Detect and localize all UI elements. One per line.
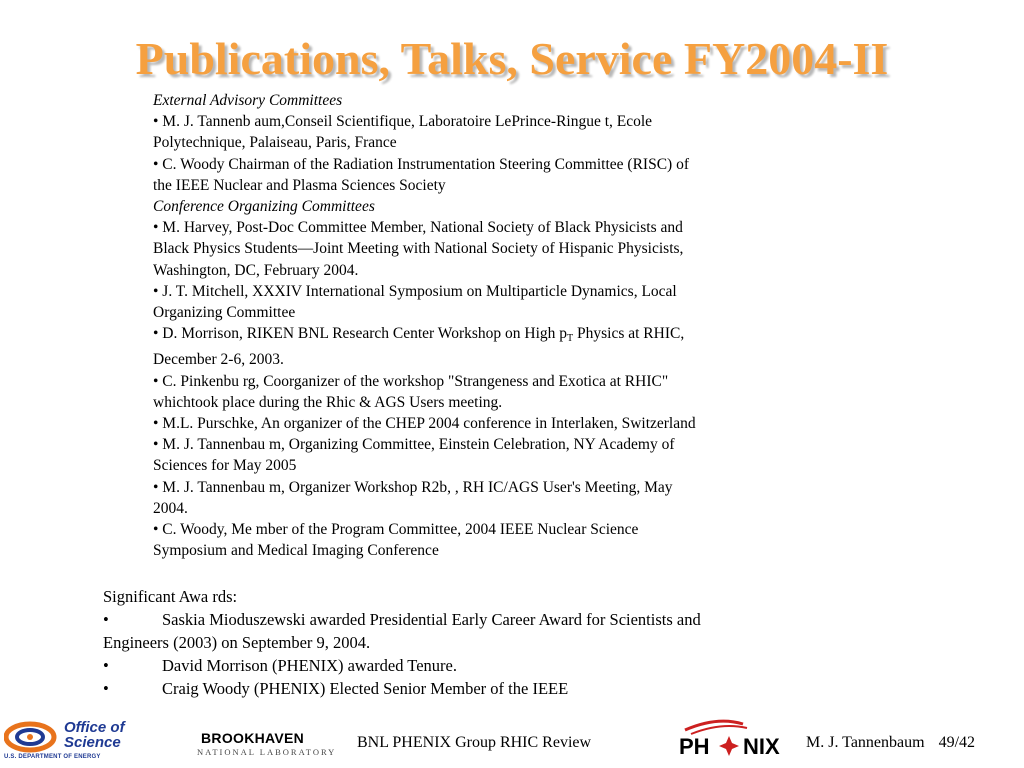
- conference-line: December 2-6, 2003.: [153, 351, 284, 369]
- conference-line: Symposium and Medical Imaging Conference: [153, 542, 439, 560]
- phenix-logo: [677, 714, 799, 760]
- award-item: [103, 654, 833, 677]
- committees-section: [153, 90, 823, 561]
- award-text: David Morrison (PHENIX) awarded Tenure.: [162, 656, 458, 675]
- awards-heading: Significant Awa rds:: [103, 587, 238, 606]
- external-committees-heading: External Advisory Committees: [153, 92, 343, 109]
- conference-line: whichtook place during the Rhic & AGS Users meeting.: [153, 393, 503, 411]
- external-line: Polytechnique, Palaiseau, Paris, France: [153, 134, 397, 152]
- conference-line: • J. T. Mitchell, XXXIV International Symposium on Multiparticle Dynamics, Local: [153, 282, 677, 300]
- footer-center-text: BNL PHENIX Group RHIC Review: [357, 734, 592, 751]
- bullet: •: [103, 679, 109, 698]
- external-line: • C. Woody Chairman of the Radiation Instrumentation Steering Committee (RISC) of: [153, 155, 689, 173]
- phenix-logo-icon: [677, 714, 799, 760]
- conference-line: • M. Harvey, Post-Doc Committee Member, National Society of Black Physicists and: [153, 219, 683, 237]
- conference-line: Black Physics Students—Joint Meeting with National Society of Hispanic Physicists,: [153, 240, 684, 258]
- slide-footer: [0, 712, 1024, 768]
- conference-line: Washington, DC, February 2004.: [153, 261, 359, 279]
- conference-line: • C. Pinkenbu rg, Coorganizer of the workshop "Strangeness and Exotica at RHIC": [153, 372, 669, 390]
- slide-title: Publications, Talks, Service FY2004-II: [135, 33, 889, 84]
- doe-swirl-icon: [4, 720, 60, 754]
- morrison-line: [153, 323, 823, 349]
- conference-line: • M. J. Tannenbau m, Organizer Workshop R2b, , RH IC/AGS User's Meeting, May: [153, 478, 673, 496]
- doe-line1: Office of: [64, 719, 125, 736]
- external-line: the IEEE Nuclear and Plasma Sciences Society: [153, 176, 446, 194]
- morrison-text-end: Physics at RHIC,: [573, 325, 685, 343]
- page-number: 49/42: [938, 734, 976, 751]
- phenix-star-icon: [719, 736, 739, 756]
- pt-subscript: T: [567, 333, 574, 345]
- award-continuation: Engineers (2003) on September 9, 2004.: [103, 633, 371, 652]
- bnl-subtitle: NATIONAL LABORATORY: [197, 747, 337, 757]
- brookhaven-logo: [195, 730, 337, 760]
- phenix-letters-left: PH: [679, 734, 710, 759]
- external-line: • M. J. Tannenb aum,Conseil Scientifique, Laboratoire LePrince-Ringue t, Ecole: [153, 113, 653, 131]
- awards-section: [103, 585, 833, 700]
- conference-line: Organizing Committee: [153, 304, 296, 322]
- award-item: [103, 608, 833, 631]
- conference-line: 2004.: [153, 499, 188, 517]
- bullet: •: [103, 656, 109, 675]
- conference-line: • C. Woody, Me mber of the Program Committee, 2004 IEEE Nuclear Science: [153, 521, 639, 539]
- conference-committees-heading: Conference Organizing Committees: [153, 198, 375, 216]
- office-of-science-logo: [4, 720, 144, 766]
- conference-line: • M.L. Purschke, An organizer of the CHEP 2004 conference in Interlaken, Switzerland: [153, 415, 696, 433]
- conference-line: • M. J. Tannenbau m, Organizing Committee, Einstein Celebration, NY Academy of: [153, 436, 675, 454]
- phenix-letters-right: NIX: [743, 734, 780, 759]
- doe-line2: Science: [64, 734, 121, 751]
- bullet: •: [103, 610, 109, 629]
- doe-line3: U.S. DEPARTMENT OF ENERGY: [4, 754, 101, 760]
- award-text: Craig Woody (PHENIX) Elected Senior Member of the IEEE: [162, 679, 569, 698]
- footer-author: M. J. Tannenbaum: [806, 734, 925, 751]
- award-text: Saskia Mioduszewski awarded Presidential Early Career Award for Scientists and: [162, 610, 701, 629]
- conference-line: Sciences for May 2005: [153, 457, 297, 475]
- bnl-name: BROOKHAVEN: [201, 730, 305, 746]
- award-item: [103, 677, 833, 700]
- footer-right: [806, 734, 975, 752]
- morrison-text: • D. Morrison, RIKEN BNL Research Center Workshop on High p: [153, 325, 568, 343]
